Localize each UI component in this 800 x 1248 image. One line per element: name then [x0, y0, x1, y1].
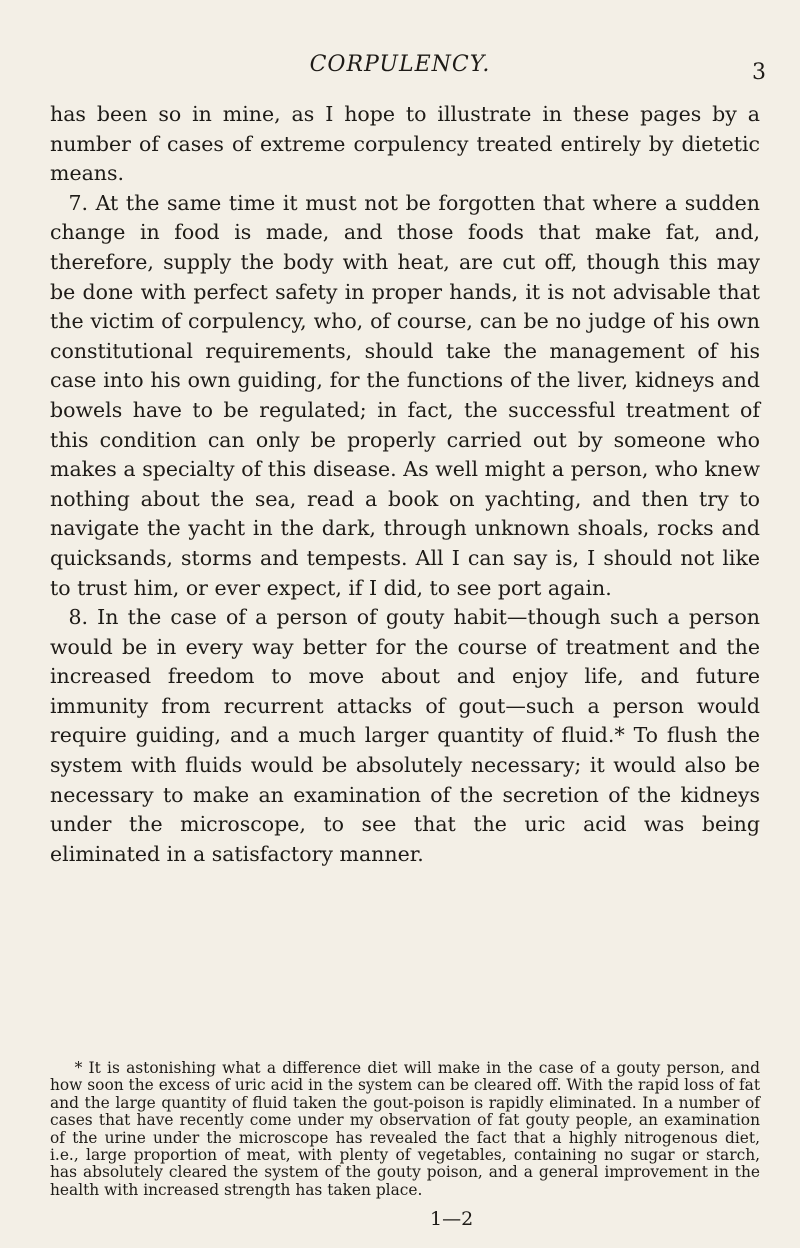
body-text	[50, 100, 760, 869]
signature-mark: 1—2	[430, 1208, 474, 1230]
footnote-text: * It is astonishing what a difference diet will make in the case of a gouty person, and how soon the excess of uric acid in the system can be cleared off. With the rapid loss of fat and the large quantity of fluid taken the gout-poison is rapidly eliminated. In a number of cases that have recently come under my observation of fat gouty people, an examination of the urine under the microscope has revealed the fact that a highly nitrogenous diet, i.e., large proportion of meat, with plenty of vegetables, containing no sugar or starch, has absolutely cleared the system of the gouty poison, and a general improvement in the health with increased strength has taken place.	[50, 1059, 760, 1199]
running-head: CORPULENCY.	[309, 52, 491, 77]
page-number: 3	[752, 60, 766, 85]
paragraph-continued: has been so in mine, as I hope to illustrate in these pages by a number of cases of extreme corpulency treated entirely by dietetic means.	[50, 102, 760, 186]
paragraph-8: 8. In the case of a person of gouty habit—though such a person would be in every way better for the course of treatment and the increased freedom to move about and enjoy life, and future immunity from recurrent attacks of gout—such a person would require guiding, and a much larger quantity of fluid.* To flush the system with fluids would be absolutely necessary; it would also be necessary to make an examination of the secretion of the kidneys under the microscope, to see that the uric acid was being eliminated in a satisfactory manner.	[50, 605, 760, 866]
paragraph-7: 7. At the same time it must not be forgotten that where a sudden change in food is made, and those foods that make fat, and, therefore, supply the body with heat, are cut off, though this may be done with perfect safety in proper hands, it is not advisable that the victim of corpulency, who, of course, can be no judge of his own constitutional requirements, should take the management of his case into his own guiding, for the functions of the liver, kidneys and bowels have to be regulated; in fact, the successful treatment of this condition can only be properly carried out by someone who makes a specialty of this disease. As well might a person, who knew nothing about the sea, read a book on yachting, and then try to navigate the yacht in the dark, through unknown shoals, rocks and quicksands, storms and tempests. All I can say is, I should not like to trust him, or ever expect, if I did, to see port again.	[50, 190, 760, 600]
footnote	[50, 1060, 760, 1199]
